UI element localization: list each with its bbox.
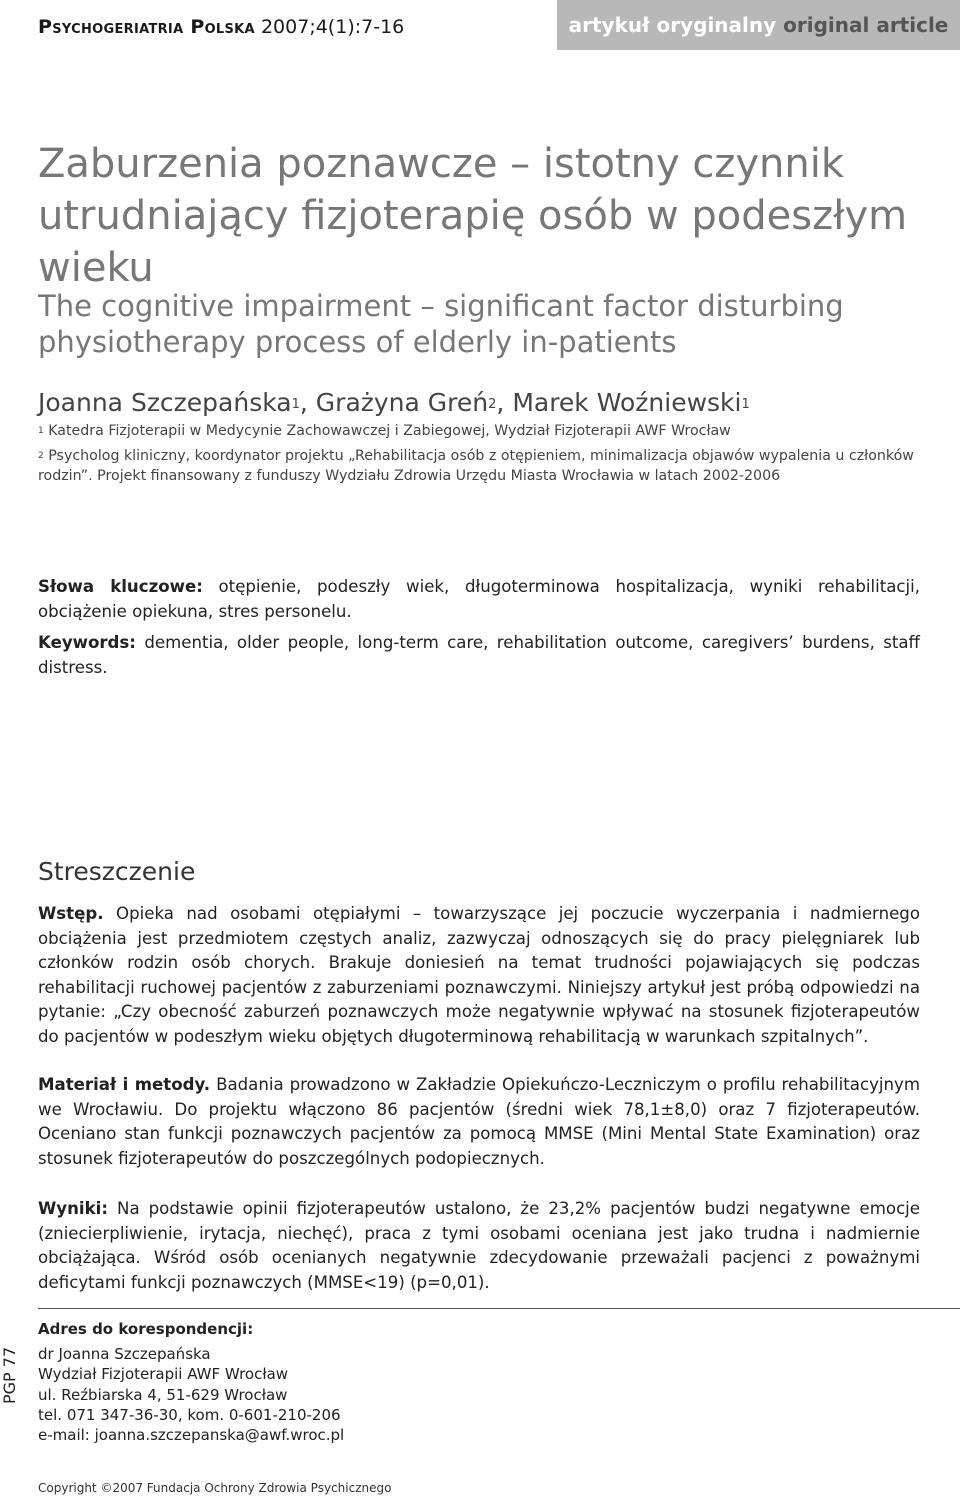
correspondence-line: ul. Reźbiarska 4, 51-629 Wrocław xyxy=(38,1385,288,1404)
abstract-paragraph-results xyxy=(38,1197,920,1295)
article-type-pl: artykuł oryginalny xyxy=(568,13,777,37)
article-type-en: original article xyxy=(783,13,949,37)
author-name: Marek Woźniewski xyxy=(512,388,742,417)
article-type-badge xyxy=(557,0,960,50)
copyright-notice: Copyright ©2007 Fundacja Ochrony Zdrowia Psychicznego xyxy=(38,1481,392,1495)
journal-name: Psychogeriatria Polska xyxy=(38,16,255,38)
correspondence-line: tel. 071 347-36-30, kom. 0-601-210-206 xyxy=(38,1405,341,1424)
affiliation xyxy=(38,446,918,486)
footnote-divider xyxy=(38,1308,960,1309)
page-label: PGP 77 xyxy=(0,1346,19,1404)
author-affiliation-mark: 1 xyxy=(741,397,750,412)
author-list: Joanna Szczepańska$^1$, Grażyna Greń$^2$, Marek Woźniewski$^1$ xyxy=(38,388,750,417)
keywords-pl xyxy=(38,574,920,624)
keywords-pl-label: Słowa kluczowe: xyxy=(38,577,203,596)
article-title-en: The cognitive impairment – significant factor disturbing physiotherapy process of elderly in-patients xyxy=(38,289,844,359)
affiliation-text: Katedra Fizjoterapii w Medycynie Zachowawczej i Zabiegowej, Wydział Fizjoterapii AWF Wrocław xyxy=(48,423,731,439)
keywords-en xyxy=(38,630,920,680)
abstract-label: Materiał i metody. xyxy=(38,1075,211,1094)
correspondence-line: dr Joanna Szczepańska xyxy=(38,1345,211,1363)
abstract-heading: Streszczenie xyxy=(38,857,196,886)
correspondence-heading: Adres do korespondencji: xyxy=(38,1320,254,1338)
keywords-pl-text: otępienie, podeszły wiek, długoterminowa hospitalizacja, wyniki rehabilitacji, obciążenie opiekuna, stres personelu. xyxy=(38,577,920,621)
correspondence-line: Wydział Fizjoterapii AWF Wrocław xyxy=(38,1365,289,1384)
author-name: Joanna Szczepańska xyxy=(38,388,292,417)
abstract-label: Wstęp. xyxy=(38,904,104,923)
article-title-pl: Zaburzenia poznawcze – istotny czynnik utrudniający fizjoterapię osób w podeszłym wieku xyxy=(38,141,908,291)
affiliation-text: Psycholog kliniczny, koordynator projektu „Rehabilitacja osób z otępieniem, minimalizacja objawów wypalenia u członków rodzin”. Projekt finansowany z funduszy Wydziału Zdrowia Urzędu Miasta Wrocławia w latach 2002-2006 xyxy=(38,448,914,484)
keywords-en-label: Keywords: xyxy=(38,633,136,652)
abstract-label: Wyniki: xyxy=(38,1199,108,1218)
affiliation-mark: 1 xyxy=(38,426,44,436)
affiliation xyxy=(38,421,918,441)
journal-citation: 2007;4(1):7-16 xyxy=(260,16,405,38)
author-affiliation-mark: 2 xyxy=(488,397,497,412)
abstract-text: Na podstawie opinii fizjoterapeutów ustalono, że 23,2% pacjentów budzi negatywne emocje (zniecierpliwienie, irytacja, niechęć), praca z tymi osobami oceniana jest jako trudna i nadmiernie obciążająca. Wśród osób ocenianych negatywnie zdecydowanie przeważali pacjenci z poważnymi deficytami funkcji poznawczych (MMSE<19) (p=0,01). xyxy=(38,1199,921,1292)
abstract-paragraph-introduction xyxy=(38,902,920,1050)
affiliation-mark: 2 xyxy=(38,451,44,461)
keywords-en-text: dementia, older people, long-term care, rehabilitation outcome, caregivers’ burdens, staff distress. xyxy=(38,633,920,677)
correspondence-email[interactable]: e-mail: joanna.szczepanska@awf.wroc.pl xyxy=(38,1426,345,1445)
author-affiliation-mark: 1 xyxy=(291,397,300,412)
abstract-paragraph-methods xyxy=(38,1073,920,1171)
abstract-text: Badania prowadzono w Zakładzie Opiekuńczo-Leczniczym o profilu rehabilitacyjnym we Wrocławiu. Do projektu włączono 86 pacjentów (średni wiek 78,1±8,0) oraz 7 fizjoterapeutów. Oceniano stan funkcji poznawczych pacjentów za pomocą MMSE (Mini Mental State Examination) oraz stosunek fizjoterapeutów do poszczególnych podopiecznych. xyxy=(38,1075,921,1168)
author-name: Grażyna Greń xyxy=(315,388,489,417)
journal-header xyxy=(38,12,404,42)
correspondence-address xyxy=(38,1344,344,1445)
abstract-text: Opieka nad osobami otępiałymi – towarzyszące jej poczucie wyczerpania i nadmiernego obciążenia jest przedmiotem częstych analiz, zazwyczaj odnoszących się do pracy pielęgniarek lub członków rodzin osób chorych. Brakuje doniesień na temat trudności pojawiających się podczas rehabilitacji ruchowej pacjentów z zaburzeniami poznawczymi. Niniejszy artykuł jest próbą odpowiedzi na pytanie: „Czy obecność zaburzeń poznawczych może negatywnie wpływać na stosunek fizjoterapeutów do pacjentów w podeszłym wieku objętych długoterminową rehabilitacją w warunkach szpitalnych”. xyxy=(38,904,920,1046)
